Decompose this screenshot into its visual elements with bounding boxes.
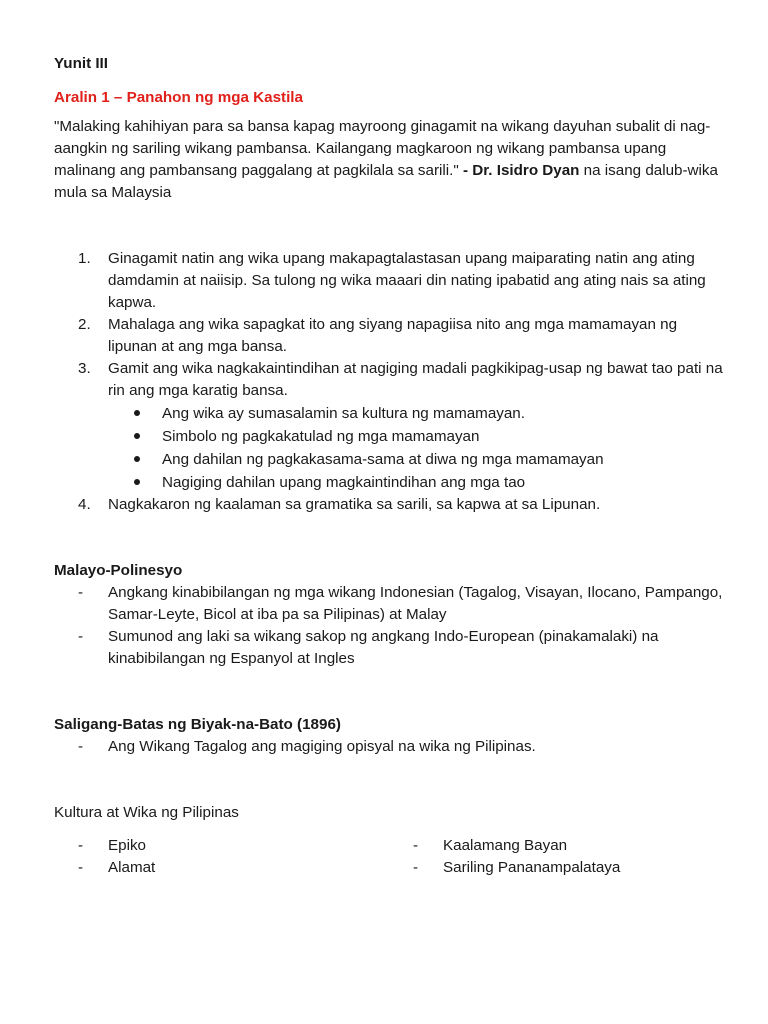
lesson-title: Aralin 1 – Panahon ng mga Kastila bbox=[54, 89, 303, 106]
bullet-dot-icon bbox=[134, 433, 140, 439]
bullet-dot-icon bbox=[134, 410, 140, 416]
dash-item bbox=[389, 835, 724, 857]
dash-item bbox=[54, 736, 724, 758]
numbered-item-text: Gamit ang wika nagkakaintindihan at nagiging madali pagkikipag-usap ng bawat tao pati na rin ang mga karatig bansa. bbox=[108, 360, 723, 399]
malayo-list bbox=[54, 582, 724, 670]
sub-bullet-list bbox=[108, 402, 724, 494]
list-marker: 3. bbox=[78, 360, 91, 377]
dash-marker: - bbox=[78, 859, 84, 876]
dash-item-text: Angkang kinabibilangan ng mga wikang Indonesian (Tagalog, Visayan, Ilocano, Pampango, Samar-Leyte, Bicol at iba pa sa Pilipinas) at Malay bbox=[108, 584, 723, 623]
section-heading-saligang: Saligang-Batas ng Biyak-na-Bato (1896) bbox=[54, 716, 341, 733]
dash-marker: - bbox=[78, 584, 84, 601]
dash-item-text: Alamat bbox=[108, 859, 156, 876]
list-marker: 4. bbox=[78, 496, 91, 513]
kultura-list-left bbox=[54, 835, 389, 879]
numbered-list bbox=[54, 248, 724, 516]
sub-bullet-text: Simbolo ng pagkakatulad ng mga mamamayan bbox=[162, 428, 480, 445]
numbered-item bbox=[54, 358, 724, 494]
bullet-dot-icon bbox=[134, 456, 140, 462]
dash-item-text: Kaalamang Bayan bbox=[443, 837, 568, 854]
dash-item bbox=[54, 857, 389, 879]
sub-bullet-item bbox=[108, 448, 724, 471]
dash-marker: - bbox=[78, 628, 84, 645]
sub-bullet-item bbox=[108, 471, 724, 494]
quote-paragraph bbox=[54, 116, 724, 204]
numbered-item bbox=[54, 314, 724, 358]
saligang-list bbox=[54, 736, 724, 758]
kultura-list-right bbox=[389, 835, 724, 879]
quote-text: "Malaking kahihiyan para sa bansa kapag mayroong ginagamit na wikang dayuhan subalit di nag-aangkin ng sariling wikang pambansa. Kailangang magkaroon ng wikang pambansa upang malinang ang pambansang paggalang at pagkilala sa sarili." bbox=[54, 118, 711, 179]
sub-bullet-text: Nagiging dahilan upang magkaintindihan ang mga tao bbox=[162, 474, 526, 491]
dash-item bbox=[54, 582, 724, 626]
unit-title: Yunit III bbox=[54, 55, 109, 72]
sub-bullet-text: Ang wika ay sumasalamin sa kultura ng mamamayan. bbox=[162, 405, 525, 422]
dash-item-text: Sumunod ang laki sa wikang sakop ng angkang Indo-European (pinakamalaki) na kinabibilangan ng Espanyol at Ingles bbox=[108, 628, 659, 667]
dash-item-text: Epiko bbox=[108, 837, 146, 854]
quote-suffix: na isang dalub-wika mula sa Malaysia bbox=[54, 162, 718, 201]
dash-item bbox=[389, 857, 724, 879]
section-heading-malayo: Malayo-Polinesyo bbox=[54, 562, 183, 579]
sub-bullet-item bbox=[108, 425, 724, 448]
sub-bullet-text: Ang dahilan ng pagkakasama-sama at diwa ng mga mamamayan bbox=[162, 451, 604, 468]
dash-marker: - bbox=[413, 859, 419, 876]
dash-item-text: Sariling Pananampalataya bbox=[443, 859, 621, 876]
dash-item bbox=[54, 835, 389, 857]
numbered-item-text: Mahalaga ang wika sapagkat ito ang siyang napagiisa nito ang mga mamamayan ng lipunan at ang mga bansa. bbox=[108, 316, 678, 355]
dash-item bbox=[54, 626, 724, 670]
numbered-item-text: Nagkakaron ng kaalaman sa gramatika sa sarili, sa kapwa at sa Lipunan. bbox=[108, 496, 601, 513]
numbered-item bbox=[54, 494, 724, 516]
dash-item-text: Ang Wikang Tagalog ang magiging opisyal na wika ng Pilipinas. bbox=[108, 738, 536, 755]
quote-author: - Dr. Isidro Dyan bbox=[462, 162, 580, 179]
numbered-item-text: Ginagamit natin ang wika upang makapagtalastasan upang maiparating natin ang ating damdamin at naiisip. Sa tulong ng wika maaari din nating ipabatid ang ating nais sa ating kapwa. bbox=[108, 250, 706, 311]
section-heading-kultura: Kultura at Wika ng Pilipinas bbox=[54, 804, 239, 821]
list-marker: 1. bbox=[78, 250, 91, 267]
dash-marker: - bbox=[78, 837, 84, 854]
kultura-columns bbox=[54, 835, 724, 879]
list-marker: 2. bbox=[78, 316, 91, 333]
bullet-dot-icon bbox=[134, 479, 140, 485]
sub-bullet-item bbox=[108, 402, 724, 425]
dash-marker: - bbox=[78, 738, 84, 755]
document-page bbox=[54, 50, 724, 879]
dash-marker: - bbox=[413, 837, 419, 854]
numbered-item bbox=[54, 248, 724, 314]
